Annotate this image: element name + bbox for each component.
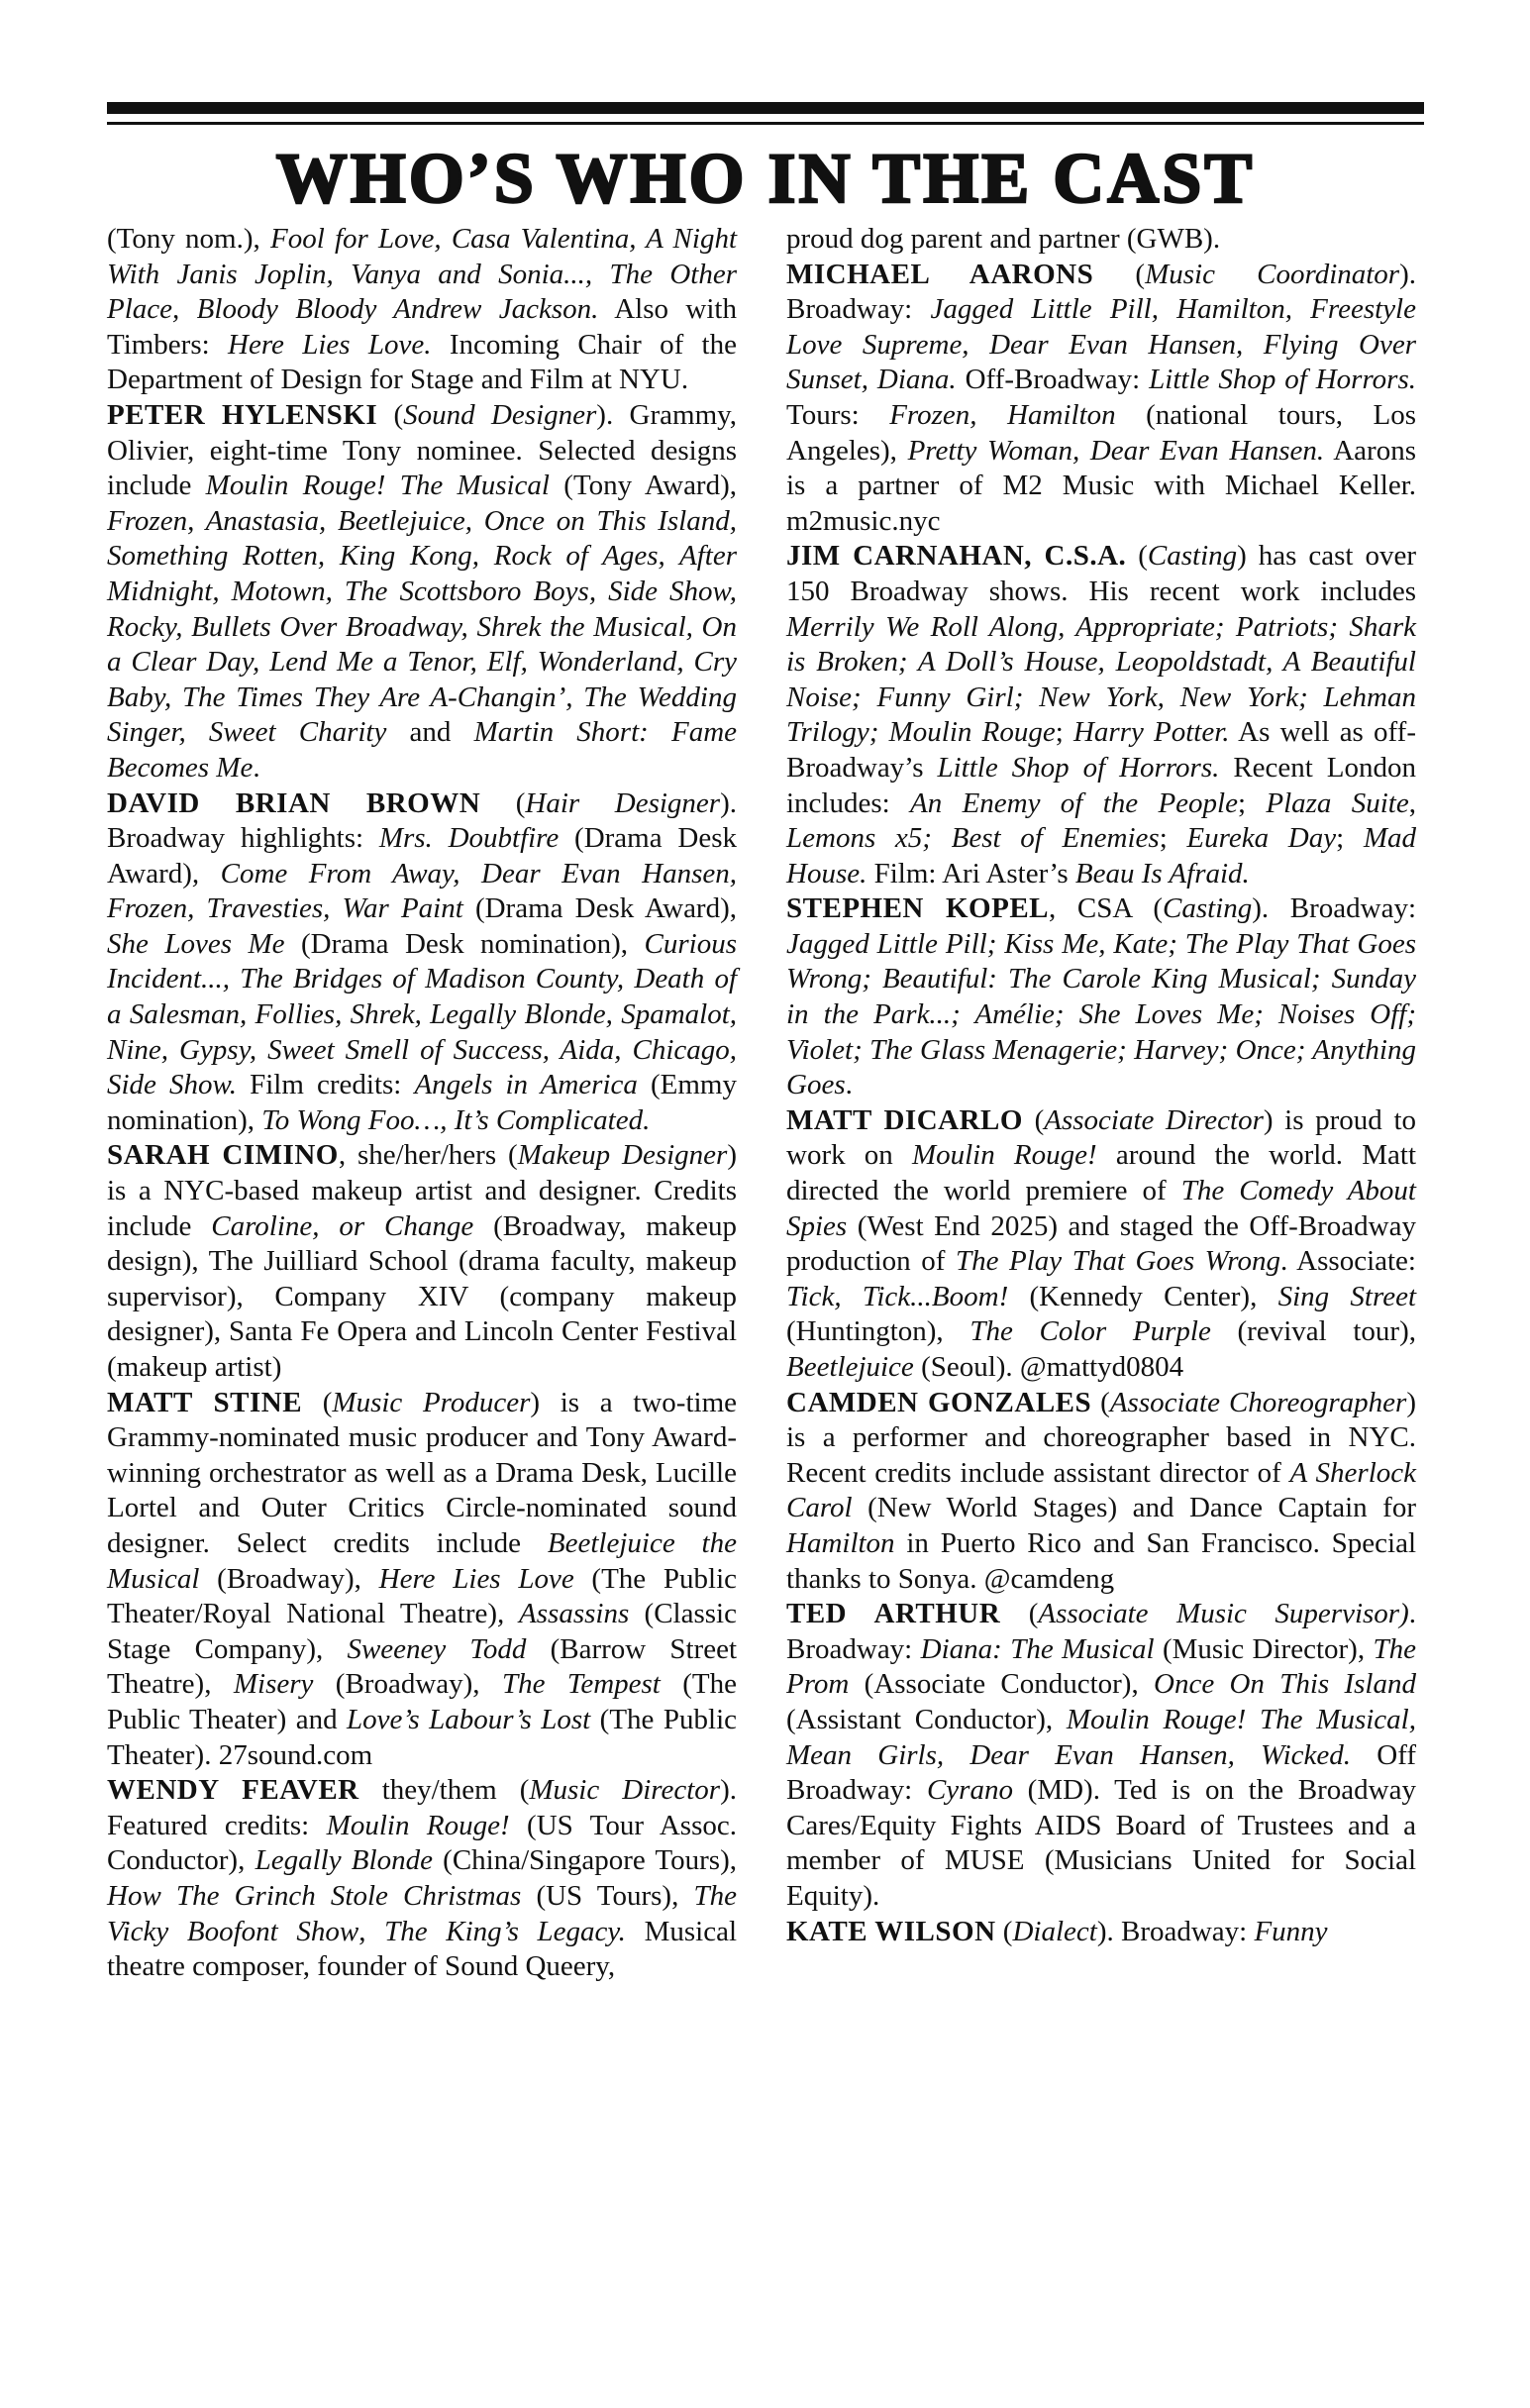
bio-jim-carnahan xyxy=(786,539,1416,891)
bio-name: PETER HYLENSKI xyxy=(107,398,378,431)
bio-name: WENDY FEAVER xyxy=(107,1774,359,1807)
bio-text: (Casting) has cast over 150 Broadway shows. His recent work includes Merrily We Roll Along, Appropriate; Patriots; Shark is Broken; A Doll’s House, Leopoldstadt, A Beautiful Noise; Funny Girl; New York, New York; Lehman Trilogy; Moulin Rouge; Harry Potter. As well as off-Broadway’s Little Shop of Horrors. Recent London includes: An Enemy of the People; Plaza Suite, Lemons x5; Best of Enemies; Eureka Day; Mad House. Film: Ari Aster’s Beau Is Afraid. xyxy=(786,540,1416,890)
left-column xyxy=(107,222,737,1985)
bio-text: , she/her/hers (Makeup Designer) is a NYC-based makeup artist and designer. Credits include Caroline, or Change (Broadway, makeup design), The Juilliard School (drama faculty, makeup supervisor), Company XIV (company makeup designer), Santa Fe Opera and Lincoln Center Festival (makeup artist) xyxy=(107,1139,738,1383)
bio-name: STEPHEN KOPEL xyxy=(786,892,1050,925)
bio-text: (Associate Choreographer) is a performer and choreographer based in NYC. Recent credits include assistant director of A Sherlock Carol (New World Stages) and Dance Captain for Hamilton in Puerto Rico and San Francisco. Special thanks to Sonya. @camdeng xyxy=(786,1386,1416,1595)
bio-name: JIM CARNAHAN, C.S.A. xyxy=(786,540,1127,573)
page-title: WHO’S WHO IN THE CAST xyxy=(275,139,1256,218)
header-rule-thin xyxy=(107,122,1424,125)
bio-text: (Associate Director) is proud to work on Moulin Rouge! around the world. Matt directed the world premiere of The Comedy About Spies (West End 2025) and staged the Off-Broadway production of The Play That Goes Wrong. Associate: Tick, Tick...Boom! (Kennedy Center), Sing Street (Huntington), The Color Purple (revival tour), Beetlejuice (Seoul). @mattyd0804 xyxy=(786,1103,1417,1383)
bio-text: (Hair Designer). Broadway highlights: Mrs. Doubtfire (Drama Desk Award), Come From Away, Dear Evan Hansen, Frozen, Travesties, War Paint (Drama Desk Award), She Loves Me (Drama Desk nomination), Curious Incident..., The Bridges of Madison County, Death of a Salesman, Follies, Shrek, Legally Blonde, Spamalot, Nine, Gypsy, Sweet Smell of Success, Aida, Chicago, Side Show. Film credits: Angels in America (Emmy nomination), To Wong Foo…, It’s Complicated. xyxy=(107,786,738,1136)
bio-cont2 xyxy=(786,222,1416,258)
bio-name: DAVID BRIAN BROWN xyxy=(107,786,481,819)
right-column xyxy=(786,222,1416,1949)
bio-name: MATT STINE xyxy=(107,1386,303,1418)
bio-name: KATE WILSON xyxy=(786,1915,996,1947)
bio-wendy-feaver xyxy=(107,1773,737,1985)
bio-name: MICHAEL AARONS xyxy=(786,258,1094,290)
bio-name: CAMDEN GONZALES xyxy=(786,1386,1092,1418)
bio-kate-wilson xyxy=(786,1915,1416,1950)
bio-ted-arthur xyxy=(786,1597,1416,1914)
bio-name: SARAH CIMINO xyxy=(107,1139,339,1172)
bio-camden-gonzales xyxy=(786,1386,1416,1598)
bio-name: TED ARTHUR xyxy=(786,1598,1001,1630)
bio-cont xyxy=(107,222,737,398)
bio-matt-dicarlo xyxy=(786,1103,1416,1386)
header-rule-thick xyxy=(107,102,1424,114)
bio-text: they/them (Music Director). Featured credits: Moulin Rouge! (US Tour Assoc. Conductor), Legally Blonde (China/Singapore Tours), How The Grinch Stole Christmas (US Tours), The Vicky Boofont Show, The King’s Legacy. Musical theatre composer, founder of Sound Queery, xyxy=(107,1774,738,1983)
bio-sarah-cimino xyxy=(107,1138,737,1385)
bio-text: proud dog parent and partner (GWB). xyxy=(786,223,1221,255)
bio-text: (Dialect). Broadway: Funny xyxy=(1002,1915,1328,1947)
bio-text: (Sound Designer). Grammy, Olivier, eight-time Tony nominee. Selected designs include Moulin Rouge! The Musical (Tony Award), Frozen, Anastasia, Beetlejuice, Once on This Island, Something Rotten, King Kong, Rock of Ages, After Midnight, Motown, The Scottsboro Boys, Side Show, Rocky, Bullets Over Broadway, Shrek the Musical, On a Clear Day, Lend Me a Tenor, Elf, Wonderland, Cry Baby, The Times They Are A-Changin’, The Wedding Singer, Sweet Charity and Martin Short: Fame Becomes Me. xyxy=(107,398,738,784)
bio-text: (Music Producer) is a two-time Grammy-nominated music producer and Tony Award-winning orchestrator as well as a Drama Desk, Lucille Lortel and Outer Critics Circle-nominated sound designer. Select credits include Beetlejuice the Musical (Broadway), Here Lies Love (The Public Theater/Royal National Theatre), Assassins (Classic Stage Company), Sweeney Todd (Barrow Street Theatre), Misery (Broadway), The Tempest (The Public Theater) and Love’s Labour’s Lost (The Public Theater). 27sound.com xyxy=(107,1386,738,1771)
bio-name: MATT DICARLO xyxy=(786,1103,1023,1136)
bio-peter-hylenski xyxy=(107,398,737,786)
bio-text: (Tony nom.), Fool for Love, Casa Valentina, A Night With Janis Joplin, Vanya and Sonia..., The Other Place, Bloody Bloody Andrew Jackson. Also with Timbers: Here Lies Love. Incoming Chair of the Department of Design for Stage and Film at NYU. xyxy=(107,223,738,396)
bio-text: (Associate Music Supervisor). Broadway: Diana: The Musical (Music Director), The Prom (Associate Conductor), Once On This Island (Assistant Conductor), Moulin Rouge! The Musical, Mean Girls, Dear Evan Hansen, Wicked. Off Broadway: Cyrano (MD). Ted is on the Broadway Cares/Equity Fights AIDS Board of Trustees and a member of MUSE (Musicians United for Social Equity). xyxy=(786,1598,1416,1912)
bio-text: (Music Coordinator). Broadway: Jagged Little Pill, Hamilton, Freestyle Love Supreme, Dear Evan Hansen, Flying Over Sunset, Diana. Off-Broadway: Little Shop of Horrors. Tours: Frozen, Hamilton (national tours, Los Angeles), Pretty Woman, Dear Evan Hansen. Aarons is a partner of M2 Music with Michael Keller. m2music.nyc xyxy=(786,258,1417,537)
bio-michael-aarons xyxy=(786,258,1416,540)
bio-stephen-kopel xyxy=(786,891,1416,1103)
bio-david-brian-brown xyxy=(107,786,737,1139)
bio-text: , CSA (Casting). Broadway: Jagged Little Pill; Kiss Me, Kate; The Play That Goes Wrong; Beautiful: The Carole King Musical; Sunday in the Park...; Amélie; She Loves Me; Noises Off; Violet; The Glass Menagerie; Harvey; Once; Anything Goes. xyxy=(786,892,1417,1101)
bio-matt-stine xyxy=(107,1386,737,1774)
